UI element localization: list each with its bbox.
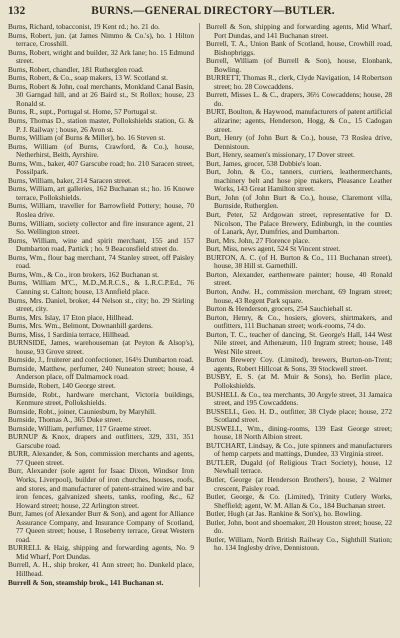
directory-entry: Burrell, A. H., ship broker, 41 Ann street; ho. Dunkeld place, Hillhead. <box>8 560 194 578</box>
directory-entry: Burns, R., supt., Portugal st. Home, 57 Portugal st. <box>8 107 157 117</box>
directory-entry: BUSWELL, Wm., dining-rooms, 139 East George street; house, 18 North Albion street. <box>206 423 392 442</box>
directory-entry: Burnside, Thomas A., 365 Duke street. <box>8 415 123 425</box>
directory-entry: Burns, Wm., & Co., iron brokers, 162 Buchanan st. <box>8 269 160 279</box>
directory-entry: Burns, Robert, wright and builder, 32 Ark lane; ho. 15 Edmund street. <box>8 47 194 66</box>
directory-entry: Burrell & Son, shipping and forwarding agents, Mid Wharf, Port Dundas, and 141 Buchanan street. <box>206 22 392 40</box>
directory-entry: Burt, Miss, news agent, 524 St Vincent street. <box>206 244 341 254</box>
directory-entry: Burns, Wm., flour bag merchant, 74 Stanley street, off Paisley road. <box>8 252 194 271</box>
directory-entry: Burnside, William, perfumer, 117 Graeme street. <box>8 423 152 433</box>
directory-entry: Burt, Mrs. John, 27 Florence place. <box>206 235 310 245</box>
directory-entry: Burnside, J., fruiterer and confectioner, 164½ Dumbarton road. <box>8 355 194 365</box>
directory-entry: Burns, Mrs. Islay, 17 Eton place, Hillhead. <box>8 312 134 322</box>
directory-entry: BUSSELL, Geo. H. D., outfitter, 38 Clyde place; house, 272 Scotland street. <box>206 406 392 425</box>
directory-entry: Burns, William (of Burns & Miller), ho. 16 Steven st. <box>8 133 166 143</box>
directory-entry: Burt, Peter, 52 Ardgowan street, representative for D. Nicolson, The Palace Brewery, Edinburgh, in the counties of Lanark, Ayr, Dumfries, and Dumbarton. <box>206 210 392 237</box>
directory-entry: BURNUP & Knox, drapers and outfitters, 329, 331, 351 Garscube road. <box>8 432 194 450</box>
directory-entry: BURNSIDE, James, warehouseman (at Peyton & Alsop's), house, 93 Grove street. <box>8 338 194 356</box>
directory-entry: Burns, William, society collector and fire insurance agent, 21 So. Wellington street. <box>8 218 194 237</box>
directory-entry: BURTON, A. C. (of H. Burton & Co., 111 Buchanan street), house, 38 Hill st. Garnethill. <box>206 252 392 271</box>
page-title: BURNS.—GENERAL DIRECTORY—BUTLER. <box>91 5 335 17</box>
directory-entry: Burns, Wm., baker, 407 Garscube road; ho. 210 Saracen street, Possilpark. <box>8 158 194 177</box>
directory-entry: Burns, Richard, tobacconist, 19 Kent rd.; ho. 21 do. <box>8 22 160 31</box>
directory-entry: Butler, George, & Co. (Limited), Trinity Cutlery Works, Sheffield; agent, W. M. Allan & Co., 184 Buchanan street. <box>206 492 392 510</box>
directory-entry: BUTCHART, Lindsay, & Co., jute spinners and manufacturers of hemp carpets and mattings, Dundee, 33 Virginia street. <box>206 440 392 459</box>
directory-entry: Burns, William M'C., M.D.,M.R.C.S., & L.R.C.P.Ed., 76 Canning st. Calton; house, 13 Annfield place. <box>8 278 194 296</box>
directory-entry: Burton, Henry, & Co., hosiers, glovers, shirtmakers, and outfitters, 111 Buchanan street; work-rooms, 74 do. <box>206 312 392 331</box>
directory-entry: Burrett, Misses L. & C., drapers, 36½ Cowcaddens; house, 28 do. <box>206 90 392 108</box>
directory-entry: Burns, William, art galleries, 162 Buchanan st.; ho. 16 Knowe terrace, Pollokshields. <box>8 184 194 202</box>
directory-entry: Burns, William, wine and spirit merchant, 155 and 157 Dumbarton road, Partick ; ho. 9 Beaconsfield street do. <box>8 235 194 254</box>
directory-entry: Burt, Henry, seamen's missionary, 17 Dover street. <box>206 150 355 160</box>
directory-entry: Burns, William, traveller for Barrowfield Pottery; house, 70 Roslea drive. <box>8 201 194 220</box>
directory-entry: Burt, James, grocer, 538 Dobbie's loan. <box>206 158 322 168</box>
directory-entry: Burr, James (of Alexander Burr & Son), and agent for Alliance Assurance Company, and Insurance Company of Scotland, 77 Queen street; house, 1 Roseberry terrace, Great Western road. <box>8 509 194 544</box>
left-column <box>8 23 200 587</box>
directory-entry: BURT, Boulton, & Haywood, manufacturers of patent artificial alizarine; agents, Henderson, Hogg, & Co., 15 Cadogan street. <box>206 107 392 134</box>
directory-entry: Burton Brewery Coy. (Limited), brewers, Burton-on-Trent; agents, Robert Hillcoat & Sons, 39 Stockwell street. <box>206 355 392 373</box>
directory-entry: Burns, William (of Burns, Crawford, & Co.), house, Netherhirst, Beith, Ayrshire. <box>8 141 194 160</box>
directory-entry: Burrell, William (of Burrell & Son), house, Elonbank, Bowling. <box>206 56 392 74</box>
directory-columns <box>8 23 392 587</box>
directory-entry: Burns, Miss, 1 Sardinia terrace, Hillhead. <box>8 329 130 339</box>
directory-entry: Burnside, Matthew, perfumer, 240 Nuneaton street; house, 4 Anderson place, off Dalmarnock road. <box>8 363 194 382</box>
directory-entry: Burns, Robert, jun. (at James Nimmo & Co.'s), ho. 1 Hilton terrace, Crosshill. <box>8 30 194 49</box>
directory-entry: Burrell, T. A., Union Bank of Scotland, house, Crowhill road, Bishopbriggs. <box>206 39 392 57</box>
directory-entry: Burton, Alexander, earthenware painter; house, 40 Ronald street. <box>206 269 392 288</box>
directory-entry: Burns, Thomas D., station master, Pollokshields station, G. & P. J. Railway ; house, 26 Avon st. <box>8 116 194 134</box>
right-column <box>200 23 392 587</box>
directory-entry: Burt, John, & Co., tanners, curriers, leathermerchants, machinery belt and hose pipe makers, Pleasance Leather Works, 143 Great Hamilton street. <box>206 167 392 194</box>
directory-entry: Butler, Hugh (at Jas. Rankine & Son's), ho. Bowling. <box>206 509 362 519</box>
directory-entry: Burton, T. C., teacher of dancing, St. George's Hall, 144 West Nile street, and Athenæum, 110 Ingram street; house, 148 West Nile street. <box>206 329 392 356</box>
directory-entry: Burns, Mrs. Daniel, broker, 44 Nelson st., city; ho. 29 Stirling street, city. <box>8 295 194 314</box>
directory-entry: Burns, Robert, & Co., soap makers, 13 W. Scotland st. <box>8 73 168 83</box>
directory-entry: Burnside, Robt., joiner, Cauniesburn, by Maryhill. <box>8 406 156 416</box>
directory-entry: Burton, Andw. H., commission merchant, 69 Ingram street; house, 43 Regent Park square. <box>206 286 392 305</box>
directory-entry: Butler, John, boot and shoemaker, 20 Houston street; house, 22 do. <box>206 517 392 536</box>
directory-entry: BUSHELL & Co., tea merchants, 30 Argyle street, 31 Jamaica street, and 195 Cowcaddens. <box>206 389 392 408</box>
page-header <box>8 5 392 21</box>
directory-entry: BUSBY, E. S. (at M. Muir & Sons), ho. Berlin place, Pollokshields. <box>206 372 392 390</box>
directory-entry: Burns, Robert & John, coal merchants, Monkland Canal Basin, 30 Garngad hill, and at 26 Baird st., St Rollox; house, 23 Ronald st. <box>8 81 194 108</box>
directory-entry: Burton & Henderson, grocers, 254 Sauchiehall st. <box>206 304 353 314</box>
directory-entry: Burns, Mrs. Wm., Belmont, Downanhill gardens. <box>8 321 153 331</box>
directory-entry: Burrell & Son, steamship brok., 141 Buchanan st. <box>8 577 164 587</box>
directory-entry: Burt, John (of John Burt & Co.), house, Claremont villa, Burnside, Rutherglen. <box>206 192 392 211</box>
directory-entry: Butler, William, North British Railway Co., Sighthill Station; ho. 134 Inglesby drive, Dennistoun. <box>206 534 392 553</box>
directory-entry: BUTLER, Dugald (of Religious Tract Society), house, 12 Newhall terrace. <box>206 457 392 476</box>
directory-entry: Burt, Henry (of John Burt & Co.), house, 73 Roslea drive, Dennistoun. <box>206 133 392 151</box>
directory-entry: BURR, Alexander, & Son, commission merchants and agents, 77 Queen street. <box>8 449 194 467</box>
directory-entry: Butler, George (at Henderson Brothers'), house, 2 Walmer crescent, Paisley road. <box>206 474 392 493</box>
page-number: 132 <box>8 5 26 17</box>
directory-entry: Burnside, Robert, 140 George street. <box>8 380 116 390</box>
directory-entry: Burnside, Robt., hardware merchant, Victoria buildings, Kenmure street, Pollokshields. <box>8 389 194 408</box>
directory-entry: BURRELL & Haig, shipping and forwarding agents, No. 9 Mid Wharf, Port Dundas. <box>8 543 194 561</box>
directory-entry: Burr, Alexander (sole agent for Isaac Dixon, Windsor Iron Works, Liverpool), builder of iron churches, houses, roofs, and stores, and manufacturer of patent-strained wire and bar iron fences, galvanized sheets, tanks, roofing, &c., 62 Howard street; house, 22 Arlington street. <box>8 466 194 510</box>
directory-entry: BURRETT, Thomas R., clerk, Clyde Navigation, 14 Robertson street; ho. 28 Cowcaddens. <box>206 73 392 91</box>
directory-entry: Burns, William, baker, 214 Saracen street. <box>8 175 132 185</box>
directory-entry: Burns, Robert, chandler, 181 Rutherglen road. <box>8 64 144 74</box>
